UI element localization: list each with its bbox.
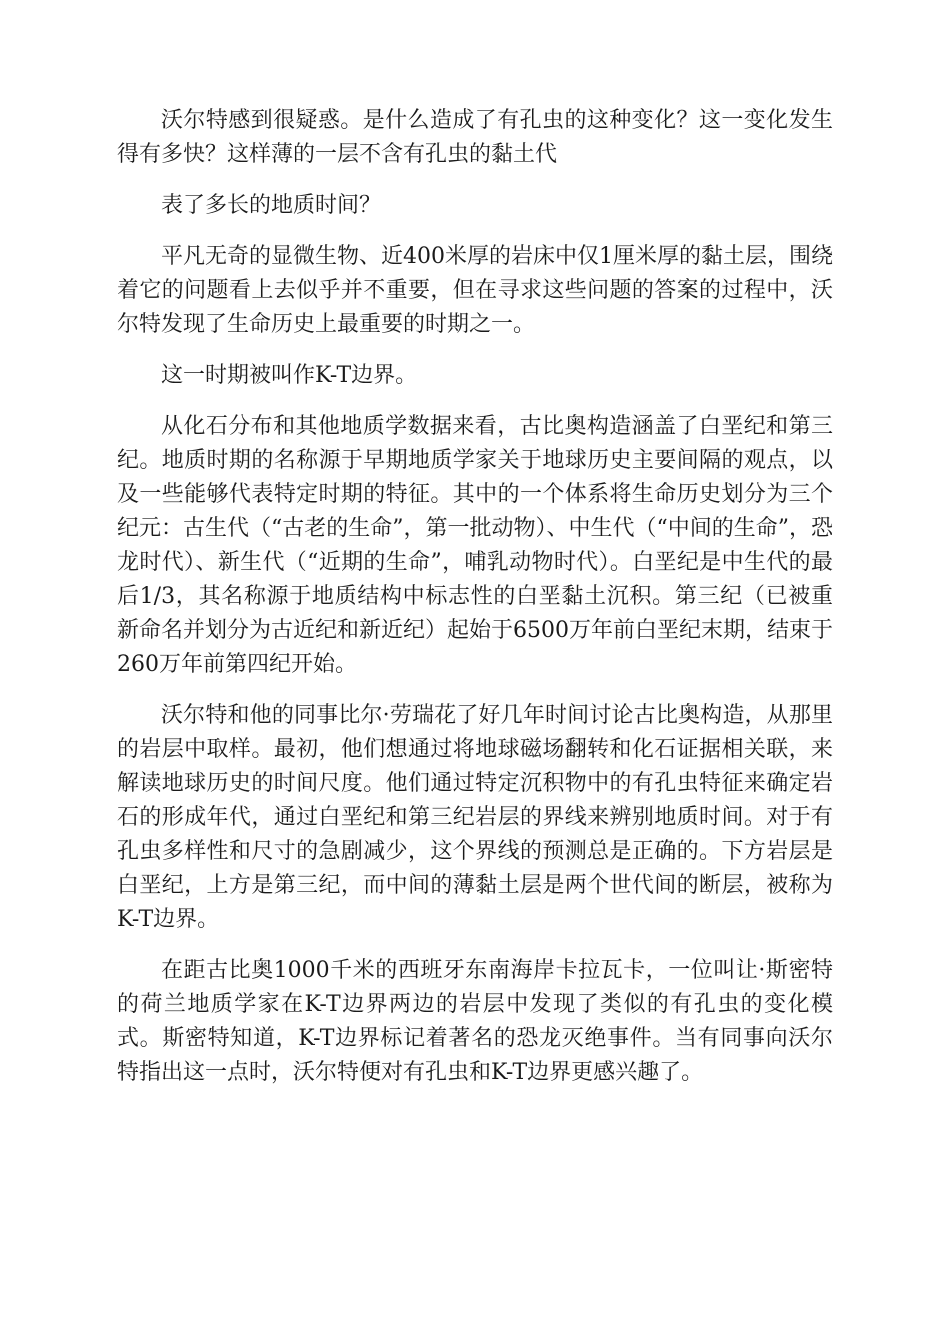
paragraph: 沃尔特感到很疑惑。是什么造成了有孔虫的这种变化？这一变化发生得有多快？这样薄的一层不含有孔虫的黏土代 <box>117 108 833 167</box>
paragraph: 表了多长的地质时间？ <box>161 193 382 218</box>
paragraph: 这一时期被叫作K-T边界。 <box>161 363 418 388</box>
paragraph: 沃尔特和他的同事比尔·劳瑞花了好几年时间讨论古比奥构造，从那里的岩层中取样。最初，他们想通过将地球磁场翻转和化石证据相关联，来解读地球历史的时间尺度。他们通过特定沉积物中的有孔虫特征来确定岩石的形成年代，通过白垩纪和第三纪岩层的界线来辨别地质时间。对于有孔虫多样性和尺寸的急剧减少，这个界线的预测总是正确的。下方岩层是白垩纪，上方是第三纪，而中间的薄黏土层是两个世代间的断层，被称为K-T边界。 <box>117 703 833 932</box>
paragraph: 从化石分布和其他地质学数据来看，古比奥构造涵盖了白垩纪和第三纪。地质时期的名称源于早期地质学家关于地球历史主要间隔的观点，以及一些能够代表特定时期的特征。其中的一个体系将生命历史划分为三个纪元：古生代（“古老的生命”，第一批动物）、中生代（“中间的生命”，恐龙时代）、新生代（“近期的生命”，哺乳动物时代）。白垩纪是中生代的最后1/3，其名称源于地质结构中标志性的白垩黏土沉积。第三纪（已被重新命名并划分为古近纪和新近纪）起始于6500万年前白垩纪末期，结束于260万年前第四纪开始。 <box>117 414 833 677</box>
paragraph: 在距古比奥1000千米的西班牙东南海岸卡拉瓦卡，一位叫让·斯密特的荷兰地质学家在K-T边界两边的岩层中发现了类似的有孔虫的变化模式。斯密特知道，K-T边界标记着著名的恐龙灭绝事件。当有同事向沃尔特指出这一点时，沃尔特便对有孔虫和K-T边界更感兴趣了。 <box>117 958 833 1085</box>
paragraph: 平凡无奇的显微生物、近400米厚的岩床中仅1厘米厚的黏土层，围绕着它的问题看上去似乎并不重要，但在寻求这些问题的答案的过程中，沃尔特发现了生命历史上最重要的时期之一。 <box>117 244 833 337</box>
document-body <box>117 104 833 1107</box>
